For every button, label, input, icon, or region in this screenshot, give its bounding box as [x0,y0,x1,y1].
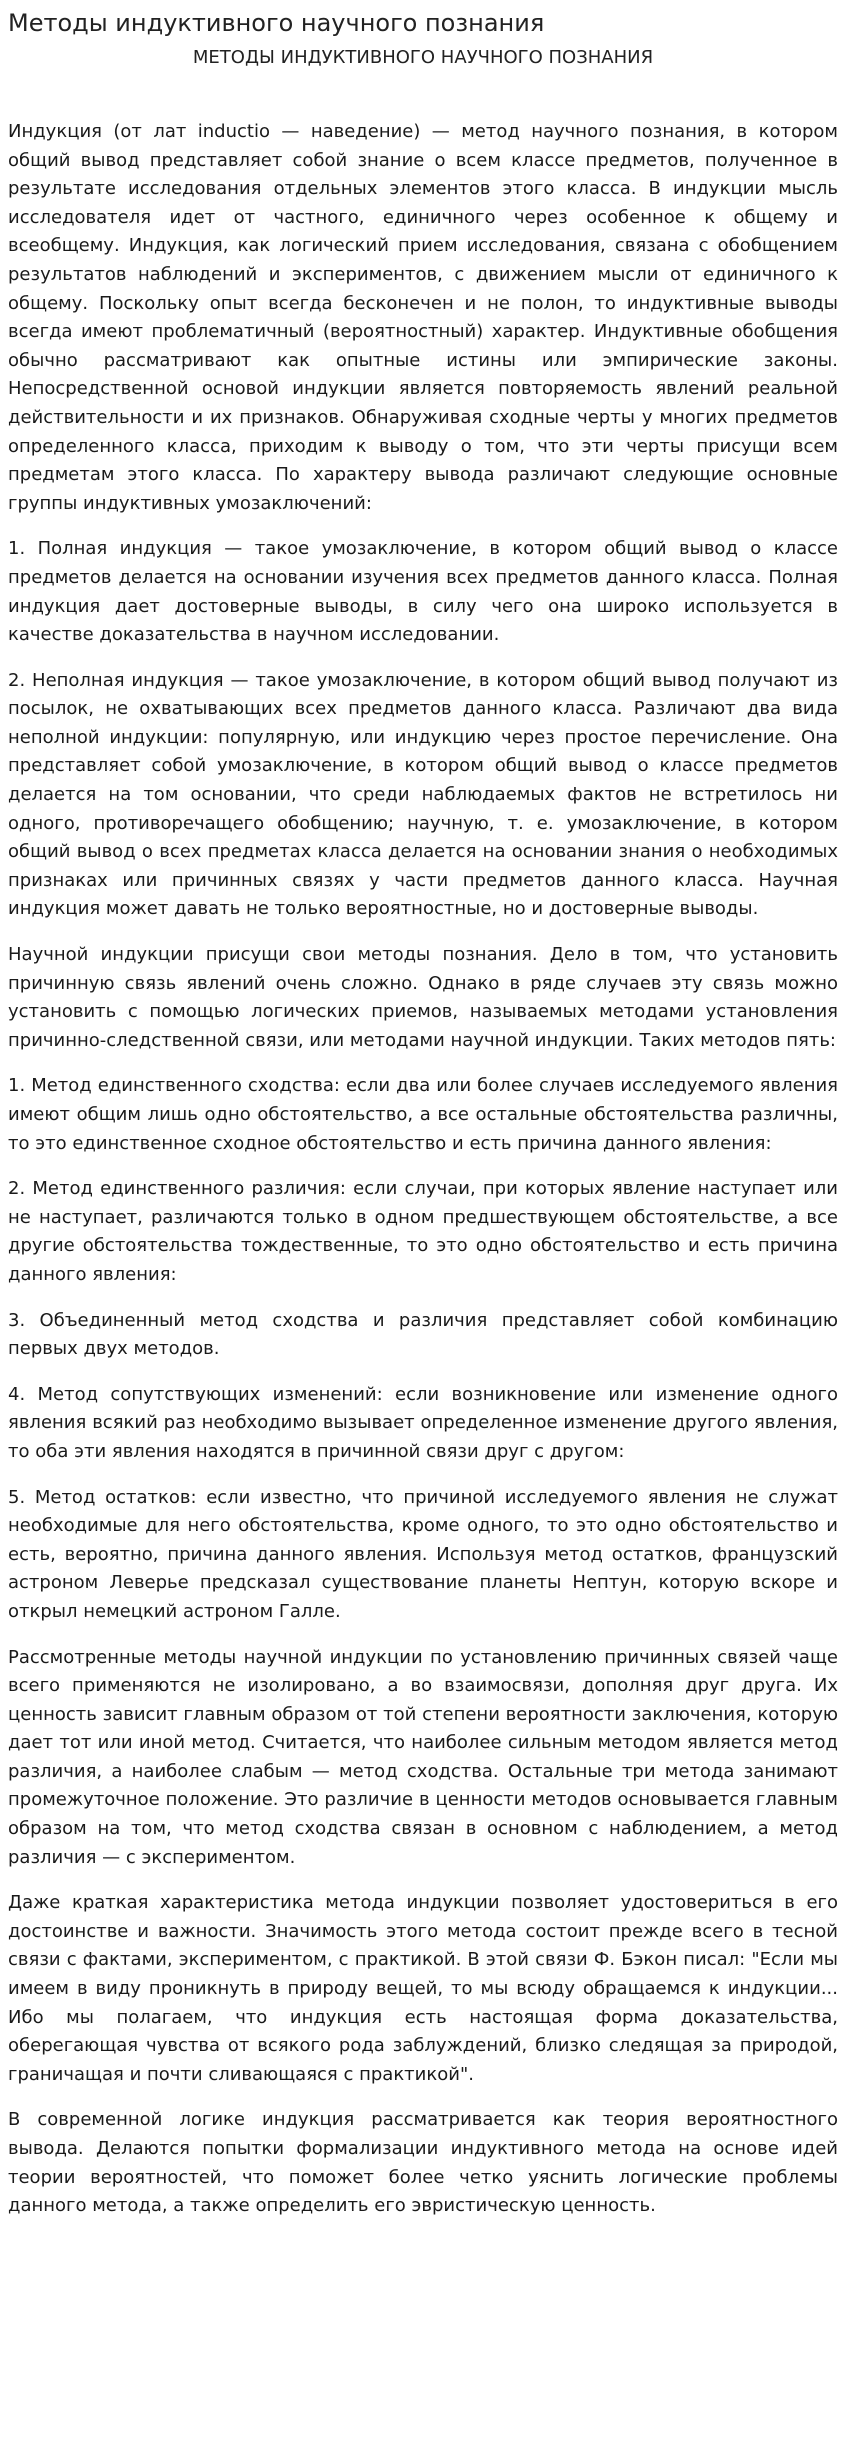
paragraph-scientific-induction-methods: Научной индукции присущи свои методы познания. Дело в том, что установить причинную связь явлений очень сложно. Однако в ряде случаев эту связь можно установить с помощью логических приемов, называемых методами установления причинно-следственной связи, или методами научной индукции. Таких методов пять: [8,944,838,1051]
paragraph-method-residues: 5. Метод остатков: если известно, что причиной исследуемого явления не служат необходимые для него обстоятельства, кроме одного, то это одно обстоятельство и есть, вероятно, причина данного явления. Используя метод остатков, французский астроном Леверье предсказал существование планеты Нептун, которую вскоре и открыл немецкий астроном Галле. [8,1486,838,1622]
paragraph-intro: Индукция (от лат inductio — наведение) — метод научного познания, в котором общий вывод представляет собой знание о всем классе предметов, полученное в результате исследования отдельных элементов этого класса. В индукции мысль исследователя идет от частного, единичного через особенное к общему и всеобщему. Индукция, как логический прием исследования, связана с обобщением результатов наблюдений и экспериментов, с движением мысли от единичного к общему. Поскольку опыт всегда бесконечен и не полон, то индуктивные выводы всегда имеют проблематичный (вероятностный) характер. Индуктивные обобщения обычно рассматривают как опытные истины или эмпирические законы. Непосредственной основой индукции является повторяемость явлений реальной действительности и их признаков. Обнаруживая сходные черты у многих предметов определенного класса, приходим к выводу о том, что эти черты присущи всем предметам этого класса. По характеру вывода различают следующие основные группы индуктивных умозаключений: [8,121,838,514]
paragraph-method-similarity: 1. Метод единственного сходства: если два или более случаев исследуемого явления имеют общим лишь одно обстоятельство, а все остальные обстоятельства различны, то это единственное сходное обстоятельство и есть причина данного явления: [8,1075,838,1154]
paragraph-methods-comparison: Рассмотренные методы научной индукции по установлению причинных связей чаще всего применяются не изолировано, а во взаимосвязи, дополняя друг друга. Их ценность зависит главным образом от той степени вероятности заключения, которую дает тот или иной метод. Считается, что наиболее сильным методом является метод различия, а наиболее слабым — метод сходства. Остальные три метода занимают промежуточное положение. Это различие в ценности методов основывается главным образом на том, что метод сходства связан в основном с наблюдением, а метод различия — с экспериментом. [8,1646,838,1868]
page-title: Методы индуктивного научного познания [8,9,545,37]
article-heading: МЕТОДЫ ИНДУКТИВНОГО НАУЧНОГО ПОЗНАНИЯ [192,47,654,68]
paragraph-full-induction: 1. Полная индукция — такое умозаключение, в котором общий вывод о классе предметов делается на основании изучения всех предметов данного класса. Полная индукция дает достоверные выводы, в силу чего она широко используется в качестве доказательства в научном исследовании. [8,538,838,646]
paragraph-incomplete-induction: 2. Неполная индукция — такое умозаключение, в котором общий вывод получают из посылок, не охватывающих всех предметов данного класса. Различают два вида неполной индукции: популярную, или индукцию через простое перечисление. Она представляет собой умозаключение, в котором общий вывод о классе предметов делается на том основании, что среди наблюдаемых фактов не встретилось ни одного, противоречащего обобщению; научную, т. е. умозаключение, в котором общий вывод о всех предметах класса делается на основании знания о необходимых признаках или причинных связях у части предметов данного класса. Научная индукция может давать не только вероятностные, но и достоверные выводы. [8,669,838,920]
paragraph-method-difference: 2. Метод единственного различия: если случаи, при которых явление наступает или не наступает, различаются только в одном предшествующем обстоятельстве, а все другие обстоятельства тождественные, то это одно обстоятельство и есть причина данного явления: [8,1178,838,1285]
paragraph-method-concomitant-variations: 4. Метод сопутствующих изменений: если возникновение или изменение одного явления всякий раз необходимо вызывает определенное изменение другого явления, то оба эти явления находятся в причинной связи друг с другом: [8,1383,838,1462]
paragraph-modern-logic: В современной логике индукция рассматривается как теория вероятностного вывода. Делаются попытки формализации индуктивного метода на основе идей теории вероятностей, что поможет более четко уяснить логические проблемы данного метода, а также определить его эвристическую ценность. [8,2109,838,2217]
paragraph-method-combined: 3. Объединенный метод сходства и различия представляет собой комбинацию первых двух методов. [8,1309,838,1360]
paragraph-bacon-quote: Даже краткая характеристика метода индукции позволяет удостовериться в его достоинстве и важности. Значимость этого метода состоит прежде всего в тесной связи с фактами, экспериментом, с практикой. В этой связи Ф. Бэкон писал: "Если мы имеем в виду проникнуть в природу вещей, то мы всюду обращаемся к индукции... Ибо мы полагаем, что индукция есть настоящая форма доказательства, оберегающая чувства от всякого рода заблуждений, близко следящая за природой, граничащая и почти сливающаяся с практикой". [8,1892,838,2085]
